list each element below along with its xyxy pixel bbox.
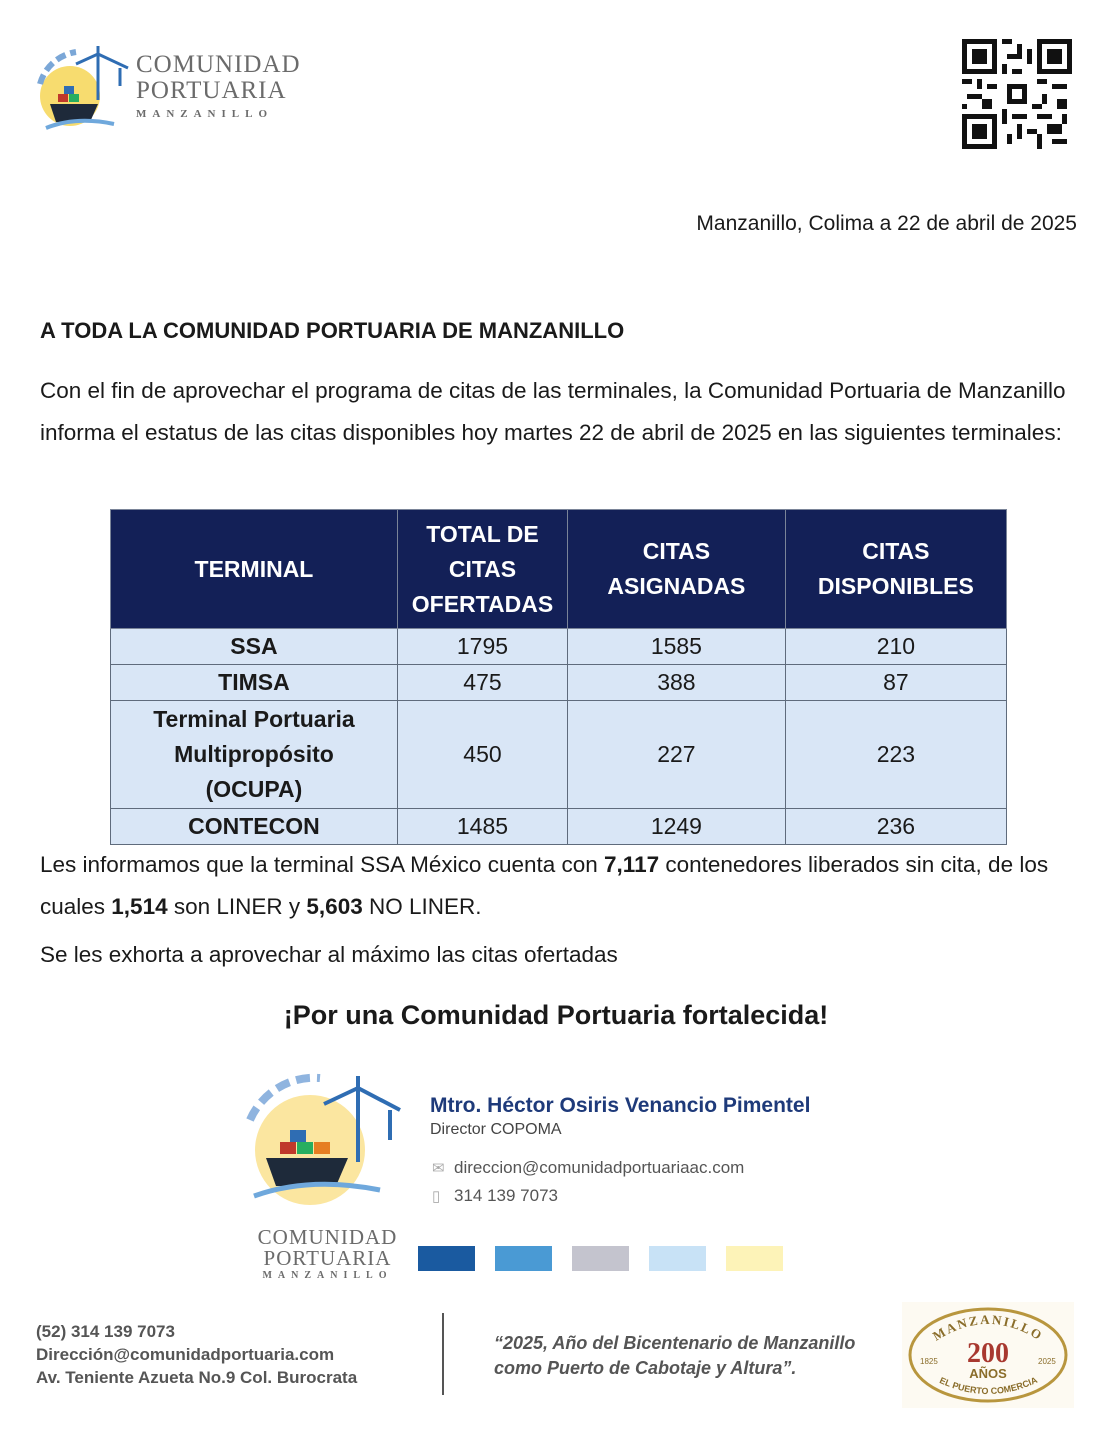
signature-logo	[240, 1070, 415, 1281]
signatory-phone	[432, 1186, 558, 1206]
info-text: son LINER y	[167, 894, 307, 919]
disponibles-cell: 87	[785, 665, 1006, 701]
phone-text: 314 139 7073	[454, 1186, 558, 1205]
header-disponibles: CITAS DISPONIBLES	[785, 510, 1006, 629]
signatory-name: Mtro. Héctor Osiris Venancio Pimentel	[430, 1094, 811, 1117]
letter-heading: A TODA LA COMUNIDAD PORTUARIA DE MANZANILLO	[40, 318, 625, 343]
logo-line-2: PORTUARIA	[136, 77, 287, 104]
mail-icon: ✉	[432, 1160, 445, 1177]
slogan: ¡Por una Comunidad Portuaria fortalecida!	[283, 1000, 829, 1030]
asignadas-cell: 388	[568, 665, 786, 701]
table-row	[111, 701, 1007, 809]
table-header-row	[111, 510, 1007, 629]
quote-line-2: como Puerto de Cabotaje y Altura”.	[494, 1358, 797, 1378]
badge-bottom-text: EL PUERTO COMERCIA	[938, 1374, 1039, 1397]
color-swatch	[572, 1246, 629, 1271]
terminal-cell: TIMSA	[111, 665, 398, 701]
badge-right-year: 2025	[1038, 1357, 1056, 1366]
info-text: Les informamos que la terminal SSA México cuenta con	[40, 852, 605, 877]
terminal-cell: Terminal Portuaria Multipropósito (OCUPA)	[111, 701, 398, 809]
table-row	[111, 629, 1007, 665]
bicentenario-badge	[902, 1302, 1074, 1408]
info-text: NO LINER.	[362, 894, 482, 919]
info-liner: 1,514	[111, 894, 168, 919]
info-paragraph	[40, 844, 1085, 928]
info-total: 7,117	[604, 852, 660, 877]
color-swatch	[418, 1246, 475, 1271]
bicentenario-seal-icon	[902, 1302, 1074, 1408]
table-row	[111, 809, 1007, 845]
letter-intro: Con el fin de aprovechar el programa de citas de las terminales, la Comunidad Portuaria de Manzanillo informa el estatus de las citas disponibles hoy martes 22 de abril de 2025 en las siguientes terminales:	[40, 378, 1066, 445]
header-asignadas: CITAS ASIGNADAS	[568, 510, 786, 629]
quote-line-1: “2025, Año del Bicentenario de Manzanillo	[494, 1333, 856, 1353]
exhort-text: Se les exhorta a aprovechar al máximo las citas ofertadas	[40, 942, 618, 967]
terminal-cell: CONTECON	[111, 809, 398, 845]
footer-email[interactable]: Dirección@comunidadportuaria.com	[36, 1345, 335, 1364]
info-noliner: 5,603	[306, 894, 363, 919]
qr-code-icon	[962, 38, 1072, 150]
signatory-email	[432, 1158, 744, 1178]
logo-line-2: PORTUARIA	[263, 1246, 392, 1270]
disponibles-cell: 223	[785, 701, 1006, 809]
logo-line-1: COMUNIDAD	[257, 1225, 398, 1249]
logo-line-3: MANZANILLO	[136, 108, 274, 120]
port-logo-icon	[240, 1070, 415, 1220]
logo-line-3: MANZANILLO	[262, 1270, 393, 1281]
footer-divider	[442, 1313, 444, 1395]
disponibles-cell: 236	[785, 809, 1006, 845]
signatory-title: Director COPOMA	[430, 1121, 562, 1138]
color-swatch	[495, 1246, 552, 1271]
ofertadas-cell: 450	[397, 701, 567, 809]
table-row	[111, 665, 1007, 701]
footer-phone: (52) 314 139 7073	[36, 1322, 175, 1341]
logo-line-1: COMUNIDAD	[136, 51, 301, 78]
ofertadas-cell: 1795	[397, 629, 567, 665]
footer-address: Av. Teniente Azueta No.9 Col. Burocrata	[36, 1368, 358, 1387]
asignadas-cell: 1249	[568, 809, 786, 845]
asignadas-cell: 227	[568, 701, 786, 809]
port-logo-icon	[36, 38, 136, 138]
phone-icon: ▯	[432, 1188, 441, 1205]
badge-top-text: MANZANILLO	[929, 1311, 1047, 1344]
info-text: contenedores liberados sin cita, de los cuales	[40, 852, 1049, 919]
terminal-cell: SSA	[111, 629, 398, 665]
ofertadas-cell: 1485	[397, 809, 567, 845]
color-swatch	[649, 1246, 706, 1271]
header-logo-text	[136, 52, 301, 120]
disponibles-cell: 210	[785, 629, 1006, 665]
ofertadas-cell: 475	[397, 665, 567, 701]
letter-date: Manzanillo, Colima a 22 de abril de 2025	[696, 212, 1077, 235]
footer-contact	[36, 1320, 357, 1389]
footer-quote	[494, 1331, 855, 1381]
badge-years: AÑOS	[969, 1366, 1007, 1381]
header-total-ofertadas: TOTAL DE CITAS OFERTADAS	[397, 510, 567, 629]
color-swatch	[726, 1246, 783, 1271]
header-terminal: TERMINAL	[111, 510, 398, 629]
badge-number: 200	[967, 1338, 1009, 1369]
badge-left-year: 1825	[920, 1357, 938, 1366]
asignadas-cell: 1585	[568, 629, 786, 665]
email-text[interactable]: direccion@comunidadportuariaac.com	[454, 1158, 745, 1177]
citas-table	[110, 509, 1007, 845]
